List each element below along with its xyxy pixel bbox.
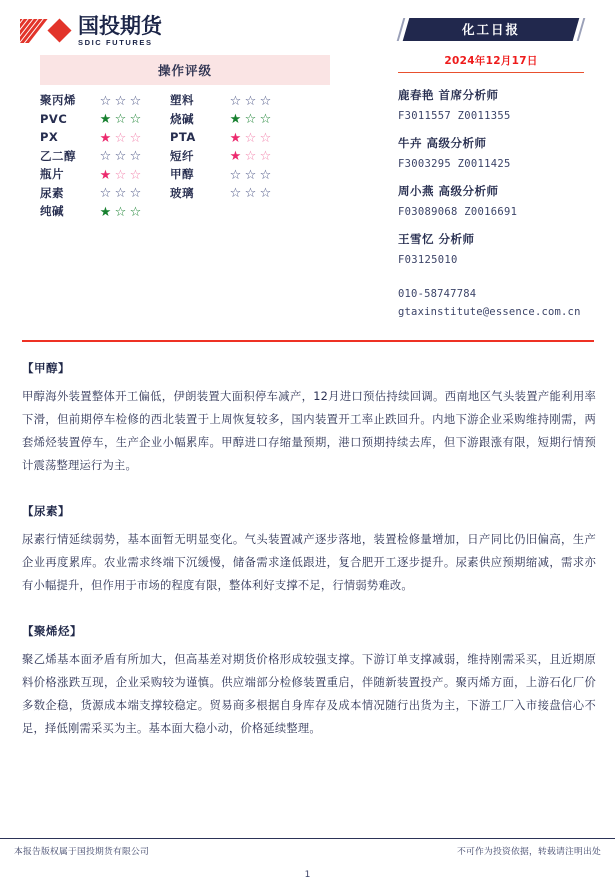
badge-label: 化工日报: [461, 22, 520, 37]
rating-row: [40, 165, 330, 184]
brand-name-en: SDIC FUTURES: [78, 38, 153, 47]
rating-star: ☆: [129, 185, 142, 201]
rating-star: ★: [99, 203, 112, 219]
rating-stars: [228, 112, 300, 125]
rating-star: ☆: [259, 185, 272, 201]
rating-row: [40, 128, 330, 147]
header-divider: [22, 340, 594, 342]
rating-star: ☆: [99, 148, 112, 164]
date-underline: [398, 72, 584, 73]
analyst-name: 牛卉 高级分析师: [398, 136, 487, 150]
rating-star: ☆: [114, 111, 127, 127]
brand-wordmark: [78, 16, 162, 47]
rating-star: ★: [99, 129, 112, 145]
rating-star: ☆: [259, 148, 272, 164]
ratings-rows: [40, 91, 330, 221]
rating-commodity-name: 玻璃: [170, 185, 194, 200]
rating-stars: [98, 205, 170, 218]
footer-copyright: 本报告版权属于国投期货有限公司: [14, 846, 149, 857]
rating-commodity-name: 塑料: [170, 93, 194, 108]
rating-row: [40, 202, 330, 221]
rating-commodity-name: PVC: [40, 111, 68, 126]
section-title: 【聚烯烃】: [22, 624, 82, 638]
rating-star: ☆: [244, 111, 257, 127]
rating-star: ☆: [114, 129, 127, 145]
rating-star: ☆: [259, 111, 272, 127]
rating-commodity-name: 甲醇: [170, 167, 194, 182]
rating-star: ☆: [129, 166, 142, 182]
report-type-badge: [398, 18, 584, 42]
rating-stars: [228, 94, 300, 107]
rating-commodity-name: 尿素: [40, 185, 64, 200]
rating-star: ☆: [244, 129, 257, 145]
rating-star: ☆: [244, 92, 257, 108]
rating-star: ☆: [229, 185, 242, 201]
rating-stars: [98, 112, 170, 125]
rating-star: ☆: [259, 166, 272, 182]
rating-stars: [98, 131, 170, 144]
rating-commodity-name: 烧碱: [170, 111, 194, 126]
contact-block: [398, 288, 598, 318]
rating-star: ☆: [229, 166, 242, 182]
rating-stars: [228, 131, 300, 144]
operation-ratings-table: [40, 55, 330, 221]
contact-phone: 010-58747784: [398, 288, 477, 300]
rating-stars: [98, 168, 170, 181]
rating-star: ★: [99, 166, 112, 182]
section-body: 聚乙烯基本面矛盾有所加大，但高基差对期货价格形成较强支撑。下游订单支撑减弱，维持刚需采买，且近期原料价格涨跌互现，企业采购较为谨慎。供应端部分检修装置重启，伴随新装置投产。聚丙烯方面，上游石化厂价多数企稳，货源成本端支撑较稳定。贸易商多根据自身库存及成本情况随行出货为主，下游工厂入市接盘信心不足，择低刚需采买为主。基本面大稳小动，价格延续整理。: [22, 653, 596, 735]
contact-email: gtaxinstitute@essence.com.cn: [398, 306, 581, 318]
rating-row: [40, 184, 330, 203]
rating-star: ☆: [229, 92, 242, 108]
rating-commodity-name: 纯碱: [40, 204, 64, 219]
rating-star: ☆: [129, 203, 142, 219]
analyst-name: 鹿春艳 首席分析师: [398, 88, 499, 102]
report-content: [22, 360, 596, 766]
rating-star: ★: [229, 129, 242, 145]
rating-commodity-name: 乙二醇: [40, 148, 76, 163]
rating-stars: [228, 186, 300, 199]
report-date: 2024年12月17日: [444, 55, 538, 67]
footer-page-number: 1: [304, 870, 311, 880]
analyst-license-code: F3011557 Z0011355: [398, 110, 511, 122]
rating-commodity-name: 瓶片: [40, 167, 64, 182]
rating-commodity-name: 聚丙烯: [40, 93, 76, 108]
rating-star: ☆: [114, 185, 127, 201]
rating-star: ☆: [244, 185, 257, 201]
rating-stars: [98, 149, 170, 162]
rating-stars: [98, 186, 170, 199]
sdic-logo-icon: [20, 16, 72, 46]
rating-star: ☆: [129, 111, 142, 127]
analyst-name: 王雪忆 分析师: [398, 232, 475, 246]
report-info-column: [398, 18, 598, 318]
section-title: 【尿素】: [22, 504, 70, 518]
section-body: 尿素行情延续弱势，基本面暂无明显变化。气头装置减产逐步落地，装置检修量增加，日产同比仍旧偏高，生产企业再度累库。农业需求终端下沉缓慢，储备需求逢低跟进，复合肥开工逐步提升。尿素供应预期缩减，需求亦有小幅提升，但作用于市场的程度有限，整体利好支撑不足，行情弱势难改。: [22, 533, 596, 592]
rating-star: ☆: [244, 148, 257, 164]
rating-star: ★: [229, 111, 242, 127]
report-footer: [0, 838, 615, 880]
rating-star: ☆: [129, 92, 142, 108]
rating-star: ☆: [244, 166, 257, 182]
footer-disclaimer: 不可作为投资依据，转载请注明出处: [457, 846, 601, 857]
rating-star: ★: [99, 111, 112, 127]
report-section: [22, 623, 596, 740]
brand-name-cn: 国投期货: [78, 14, 162, 38]
analyst-name: 周小燕 高级分析师: [398, 184, 499, 198]
rating-stars: [98, 94, 170, 107]
rating-commodity-name: PX: [40, 130, 59, 145]
rating-star: ☆: [259, 129, 272, 145]
rating-commodity-name: PTA: [170, 130, 196, 145]
rating-star: ☆: [114, 92, 127, 108]
rating-star: ★: [229, 148, 242, 164]
analyst-license-code: F03125010: [398, 254, 458, 266]
analyst-license-code: F3003295 Z0011425: [398, 158, 511, 170]
brand-logo: [20, 16, 162, 47]
rating-stars: [228, 149, 300, 162]
rating-star: ☆: [259, 92, 272, 108]
analyst-license-code: F03089068 Z0016691: [398, 206, 518, 218]
rating-star: ☆: [99, 92, 112, 108]
rating-star: ☆: [114, 166, 127, 182]
rating-row: [40, 110, 330, 129]
rating-row: [40, 147, 330, 166]
report-header: [0, 0, 615, 330]
analyst-list: [398, 87, 598, 266]
section-body: 甲醇海外装置整体开工偏低，伊朗装置大面积停车减产，12月进口预估持续回调。西南地区气头装置产能利用率下滑，但前期停车检修的西北装置于上周恢复较多，国内装置开工率止跌回升。内地下游企业采购维持刚需，两套烯烃装置停车，生产企业小幅累库。甲醇进口存缩量预期，港口预期持续去库，但下游跟涨有限，短期行情预计震荡整理运行为主。: [22, 390, 596, 472]
rating-row: [40, 91, 330, 110]
ratings-title: 操作评级: [40, 55, 330, 85]
rating-star: ☆: [129, 148, 142, 164]
rating-commodity-name: 短纤: [170, 148, 194, 163]
report-section: [22, 503, 596, 597]
rating-star: ☆: [99, 185, 112, 201]
report-section: [22, 360, 596, 477]
rating-star: ☆: [129, 129, 142, 145]
rating-stars: [228, 168, 300, 181]
rating-star: ☆: [114, 203, 127, 219]
section-title: 【甲醇】: [22, 361, 70, 375]
rating-star: ☆: [114, 148, 127, 164]
